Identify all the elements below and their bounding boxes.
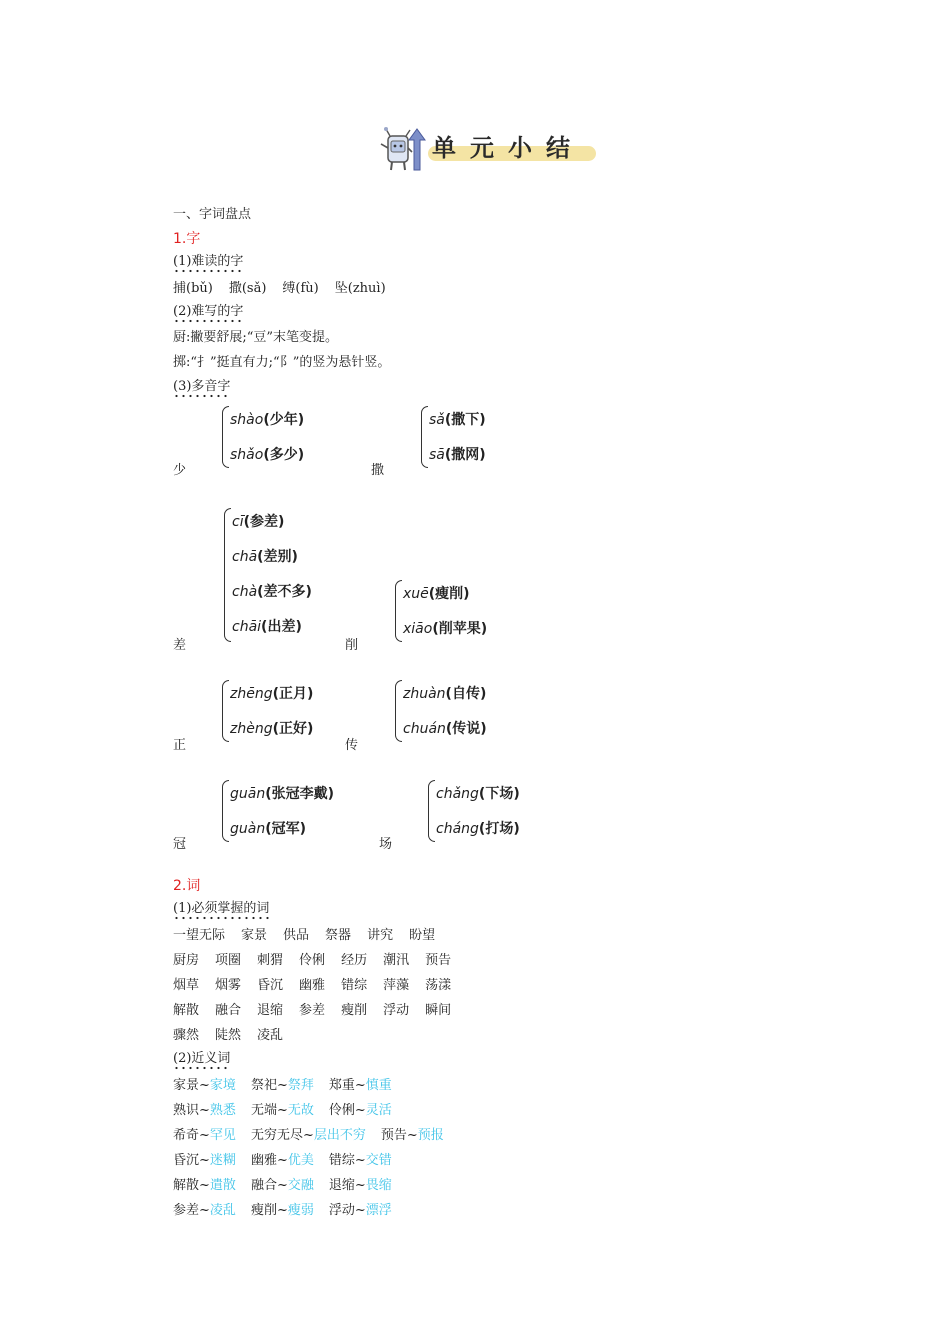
synonym-answer: 祭拜 <box>287 1078 314 1093</box>
synonym-answer: 凌乱 <box>209 1203 236 1218</box>
synonym-word: 融合 <box>250 1178 277 1193</box>
word-item: 潮汛 <box>383 953 410 968</box>
synonym-word: 预告 <box>380 1128 407 1143</box>
polyphone-char: 正 <box>173 738 187 753</box>
brace <box>224 508 231 642</box>
synonym-pair <box>251 1103 314 1118</box>
synonym-word: 家景 <box>173 1078 200 1093</box>
tilde-separator: ~ <box>354 1153 366 1168</box>
synonym-answer: 罕见 <box>209 1128 236 1143</box>
synonym-answer: 慎重 <box>365 1078 392 1093</box>
word-row <box>173 1024 299 1043</box>
synonym-pair <box>251 1153 314 1168</box>
reading: xiāo(削苹果) <box>403 621 488 637</box>
reading: shǎo(多少) <box>230 447 305 463</box>
polyphone-char: 场 <box>379 837 393 852</box>
hard-read-item: 坠(zhuì) <box>334 281 386 296</box>
brace <box>428 780 435 842</box>
synonym-word: 郑重 <box>328 1078 355 1093</box>
synonym-pair <box>173 1178 236 1193</box>
word-row <box>173 949 467 968</box>
synonym-row <box>173 1199 407 1218</box>
reading: zhēng(正月) <box>230 686 314 702</box>
word-item: 萍藻 <box>383 978 410 993</box>
hard-write-line: 掷:“扌”挺直有力;“阝”的竖为悬针竖。 <box>173 355 391 370</box>
polyphone-char: 冠 <box>173 837 187 852</box>
tilde-separator: ~ <box>302 1128 314 1143</box>
synonym-row <box>173 1124 459 1143</box>
word-item: 厨房 <box>173 953 200 968</box>
word-item: 参差 <box>299 1003 326 1018</box>
word-item: 经历 <box>341 953 368 968</box>
synonym-pair <box>173 1128 236 1143</box>
reading: chāi(出差) <box>232 619 302 635</box>
brace <box>222 406 229 468</box>
reading: guàn(冠军) <box>230 821 307 837</box>
tilde-separator: ~ <box>199 1153 210 1168</box>
synonym-pair <box>251 1178 314 1193</box>
page-title: 单元小结 <box>432 134 584 162</box>
section-heading: 一、字词盘点 <box>173 207 252 222</box>
synonym-answer: 无故 <box>287 1103 314 1118</box>
hard-read-row <box>173 277 386 296</box>
tilde-separator: ~ <box>276 1178 288 1193</box>
synonym-pair <box>329 1178 392 1193</box>
tilde-separator: ~ <box>276 1153 288 1168</box>
hard-write-line: 厨:撇要舒展;“豆”末笔变提。 <box>173 330 339 345</box>
synonym-pair <box>173 1103 236 1118</box>
tilde-separator: ~ <box>354 1203 366 1218</box>
synonyms-label: (2)近义词 <box>173 1047 230 1070</box>
word-row <box>173 974 467 993</box>
synonym-answer: 迷糊 <box>209 1153 236 1168</box>
synonym-pair <box>251 1203 314 1218</box>
polyphone-char: 差 <box>173 638 187 653</box>
polyphone-char: 撒 <box>371 463 385 478</box>
synonym-answer: 家境 <box>209 1078 236 1093</box>
reading: cī(参差) <box>232 514 285 530</box>
word-item: 错综 <box>341 978 368 993</box>
word-item: 昏沉 <box>257 978 284 993</box>
synonym-word: 无端 <box>250 1103 277 1118</box>
synonym-answer: 漂浮 <box>365 1203 392 1218</box>
word-item: 祭器 <box>325 928 352 943</box>
tilde-separator: ~ <box>199 1203 210 1218</box>
reading: chǎng(下场) <box>436 786 520 802</box>
synonym-word: 伶俐 <box>328 1103 355 1118</box>
brace <box>222 780 229 842</box>
brace <box>421 406 428 468</box>
polyphone-char: 削 <box>345 638 359 653</box>
hard-read-item: 捕(bǔ) <box>173 281 213 296</box>
synonym-word: 昏沉 <box>173 1153 200 1168</box>
tilde-separator: ~ <box>406 1128 418 1143</box>
synonym-answer: 交融 <box>287 1178 314 1193</box>
polyphone-char: 少 <box>173 463 187 478</box>
synonym-word: 希奇 <box>173 1128 200 1143</box>
synonym-answer: 灵活 <box>365 1103 392 1118</box>
word-item: 瞬间 <box>425 1003 452 1018</box>
word-item: 讲究 <box>367 928 394 943</box>
synonym-row <box>173 1149 407 1168</box>
subsection-ci: 2.词 <box>173 878 201 894</box>
synonym-word: 熟识 <box>173 1103 200 1118</box>
hard-read-item: 缚(fù) <box>282 281 319 296</box>
reading: chà(差不多) <box>232 584 312 600</box>
word-item: 一望无际 <box>173 928 226 943</box>
hard-read-label: (1)难读的字 <box>173 250 243 273</box>
synonym-answer: 遣散 <box>209 1178 236 1193</box>
synonym-answer: 交错 <box>365 1153 392 1168</box>
reading: shào(少年) <box>230 412 305 428</box>
tilde-separator: ~ <box>276 1078 288 1093</box>
synonym-pair <box>329 1103 392 1118</box>
synonym-word: 错综 <box>328 1153 355 1168</box>
synonym-word: 退缩 <box>328 1178 355 1193</box>
polyphone-char: 传 <box>345 738 359 753</box>
word-item: 刺猬 <box>257 953 284 968</box>
synonym-row <box>173 1074 407 1093</box>
tilde-separator: ~ <box>199 1103 210 1118</box>
synonym-pair <box>329 1203 392 1218</box>
word-item: 盼望 <box>409 928 436 943</box>
reading: chuán(传说) <box>403 721 487 737</box>
must-master-label: (1)必须掌握的词 <box>173 897 269 920</box>
word-item: 瘦削 <box>341 1003 368 1018</box>
tilde-separator: ~ <box>354 1178 366 1193</box>
synonym-word: 解散 <box>173 1178 200 1193</box>
synonym-pair <box>173 1203 236 1218</box>
synonym-word: 无穷无尽 <box>250 1128 303 1143</box>
word-item: 凌乱 <box>257 1028 284 1043</box>
synonym-pair <box>329 1153 392 1168</box>
tilde-separator: ~ <box>354 1103 366 1118</box>
tilde-separator: ~ <box>199 1078 210 1093</box>
brace <box>395 580 402 642</box>
word-row <box>173 999 467 1018</box>
reading: sā(撒网) <box>429 447 486 463</box>
synonym-word: 参差 <box>173 1203 200 1218</box>
hard-write-label: (2)难写的字 <box>173 300 243 323</box>
word-item: 伶俐 <box>299 953 326 968</box>
reading: chā(差别) <box>232 549 298 565</box>
hard-read-item: 撒(sǎ) <box>228 281 267 296</box>
brace <box>395 680 402 742</box>
word-item: 骤然 <box>173 1028 200 1043</box>
word-item: 烟草 <box>173 978 200 993</box>
tilde-separator: ~ <box>276 1103 288 1118</box>
tilde-separator: ~ <box>354 1078 366 1093</box>
reading: guān(张冠李戴) <box>230 786 335 802</box>
robot-arrow-icon <box>378 126 428 172</box>
synonym-word: 浮动 <box>328 1203 355 1218</box>
reading: sǎ(撒下) <box>429 412 486 428</box>
synonym-answer: 预报 <box>417 1128 444 1143</box>
word-item: 退缩 <box>257 1003 284 1018</box>
synonym-word: 幽雅 <box>250 1153 277 1168</box>
brace <box>222 680 229 742</box>
word-item: 项圈 <box>215 953 242 968</box>
synonym-answer: 层出不穷 <box>313 1128 366 1143</box>
synonym-answer: 畏缩 <box>365 1178 392 1193</box>
synonym-pair <box>381 1128 444 1143</box>
word-item: 家景 <box>241 928 268 943</box>
word-item: 浮动 <box>383 1003 410 1018</box>
synonym-pair <box>251 1128 366 1143</box>
word-item: 荡漾 <box>425 978 452 993</box>
synonym-pair <box>329 1078 392 1093</box>
synonym-answer: 熟悉 <box>209 1103 236 1118</box>
word-row <box>173 924 451 943</box>
reading: xuē(瘦削) <box>403 586 470 602</box>
word-item: 幽雅 <box>299 978 326 993</box>
word-item: 预告 <box>425 953 452 968</box>
reading: cháng(打场) <box>436 821 520 837</box>
synonym-row <box>173 1099 407 1118</box>
synonym-pair <box>173 1078 236 1093</box>
tilde-separator: ~ <box>199 1178 210 1193</box>
word-item: 融合 <box>215 1003 242 1018</box>
tilde-separator: ~ <box>199 1128 210 1143</box>
synonym-answer: 优美 <box>287 1153 314 1168</box>
word-item: 烟雾 <box>215 978 242 993</box>
word-item: 陡然 <box>215 1028 242 1043</box>
synonym-word: 祭祀 <box>250 1078 277 1093</box>
subsection-zi: 1.字 <box>173 231 201 247</box>
reading: zhèng(正好) <box>230 721 314 737</box>
synonym-row <box>173 1174 407 1193</box>
synonym-pair <box>251 1078 314 1093</box>
polyphone-label: (3)多音字 <box>173 375 230 398</box>
reading: zhuàn(自传) <box>403 686 487 702</box>
synonym-pair <box>173 1153 236 1168</box>
synonym-answer: 瘦弱 <box>287 1203 314 1218</box>
tilde-separator: ~ <box>276 1203 288 1218</box>
synonym-word: 瘦削 <box>250 1203 277 1218</box>
word-item: 供品 <box>283 928 310 943</box>
word-item: 解散 <box>173 1003 200 1018</box>
